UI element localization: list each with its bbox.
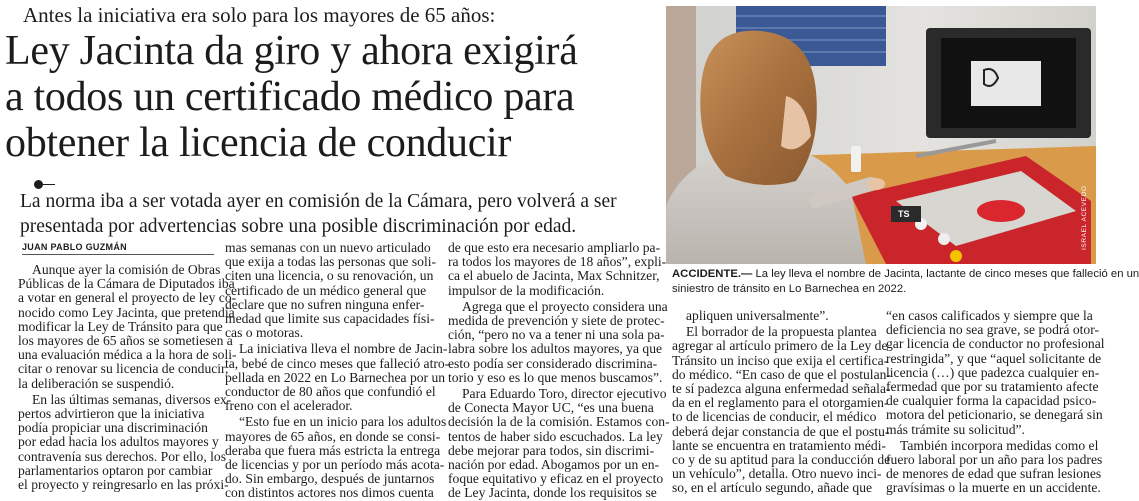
body-text-line: do médico. “En caso de que el postulan- <box>672 366 891 382</box>
body-text-line: una evaluación médica a la hora de soli- <box>18 347 237 363</box>
photo-caption <box>672 267 1139 297</box>
body-column-3 <box>448 240 670 501</box>
body-text-line: Públicas de la Cámara de Diputados iba <box>18 276 235 292</box>
body-text-line: nocido como Ley Jacinta, que pretendía <box>18 304 235 320</box>
body-text-line: labra sobre los adultos mayores, ya que <box>448 341 663 357</box>
body-text-line: el proyecto y reingresarlo en las próxi- <box>18 477 229 493</box>
body-text-line: medad que limite sus capacidades físi- <box>225 311 435 327</box>
body-text-line: con distintos actores nos dimos cuenta <box>225 485 434 501</box>
body-text-line: te sí padezca alguna enfermedad señala- <box>672 381 891 397</box>
body-text-line: apliquen universalmente”. <box>686 308 829 323</box>
news-photo <box>666 6 1096 264</box>
body-text-line: fermedad que por su tratamiento afecte <box>886 379 1099 395</box>
body-text-line: tentos de haber sido escuchados. La ley <box>448 428 663 444</box>
body-text-line: decisión la de la comisión. Estamos con- <box>448 414 670 430</box>
caption-line <box>672 267 1139 282</box>
body-text-line: ra todos los mayores de 18 años”, expli- <box>448 254 667 270</box>
body-text-line: certificado de un médico general que <box>225 282 427 298</box>
body-text-line: mayores de 65 años, en donde se consi- <box>225 428 441 444</box>
body-column-2 <box>225 240 450 501</box>
body-text-line: deberá dejar constancia de que el postu- <box>672 423 890 439</box>
body-text-line: En las últimas semanas, diversos ex- <box>32 391 232 407</box>
body-text-line: conductor de 80 años que confundió el <box>225 384 436 400</box>
deck-line: La norma iba a ser votada ayer en comisión de la Cámara, pero volverá a ser <box>20 191 617 212</box>
body-text-line: los mayores de 65 años se sometiesen a <box>18 333 233 349</box>
deck <box>20 189 660 239</box>
body-text-line: freno con el acelerador. <box>225 398 353 414</box>
body-text-line: declare que no sufren ninguna enfer- <box>225 296 425 312</box>
caption-label: ACCIDENTE.— <box>672 268 753 280</box>
body-text-line: de menores de edad que sufran lesiones <box>886 466 1102 482</box>
body-text-line: impulsor de la modificación. <box>448 282 605 298</box>
body-text-line: por edad hacia los adultos mayores y <box>18 434 219 450</box>
body-text-line: “Esto fue en un inicio para los adultos <box>239 414 447 430</box>
body-text-line: de que esto era necesario ampliarlo pa- <box>448 240 661 255</box>
body-text-line: co y de su aptitud para la conducción de <box>672 452 891 468</box>
body-text-line: citen una licencia, o su renovación, un <box>225 268 434 284</box>
body-text-line: mas semanas con un nuevo articulado <box>225 240 431 255</box>
body-text-line: de licencias y por un período más acota- <box>225 457 445 473</box>
body-text-line: deficiencia no sea grave, se podrá otor- <box>886 322 1099 338</box>
body-text-line: Para Eduardo Toro, director ejecutivo <box>462 386 667 402</box>
body-text-line: so, en el artículo segundo, añade que <box>672 480 873 496</box>
body-text-line: ta, bebé de cinco meses que falleció atro- <box>225 355 450 371</box>
body-text-line: de Ley Jacinta, donde los requisitos se <box>448 485 657 501</box>
byline-rule <box>22 254 214 255</box>
body-text-line: También incorpora medidas como el <box>900 437 1099 453</box>
body-column-4 <box>672 308 891 496</box>
body-text-line: medida de prevención y siete de protec- <box>448 313 665 329</box>
body-text-line: pertos advirtieron que la iniciativa <box>18 406 205 422</box>
headline-line: obtener la licencia de conducir <box>5 120 512 166</box>
body-text-line: de Conecta Mayor UC, “es una buena <box>448 400 654 416</box>
byline: JUAN PABLO GUZMÁN <box>22 242 127 252</box>
body-text-line: a votar en general el proyecto de ley co- <box>18 290 237 306</box>
body-text-line: foque equitativo y eficaz en el proyecto <box>448 471 664 487</box>
body-text-line: fuero laboral por un año para los padres <box>886 452 1103 468</box>
body-text-line: debe mejorar para todos, sin discrimi- <box>448 442 655 458</box>
body-text-line: cas o motoras. <box>225 325 304 341</box>
body-text-line: agregar al artículo primero de la Ley de <box>672 338 888 354</box>
body-column-1 <box>18 262 237 493</box>
body-text-line: “en casos calificados y siempre que la <box>886 308 1093 323</box>
body-text-line: nación por edad. Abogamos por un en- <box>448 457 660 473</box>
body-text-line: más trámite su solicitud”. <box>886 421 1025 437</box>
body-text-line: El borrador de la propuesta plantea <box>686 324 877 340</box>
deck-line: presentada por advertencias sobre una posible discriminación por edad. <box>20 216 577 237</box>
body-text-line: pellada en 2022 en Lo Barnechea por un <box>225 369 446 385</box>
deck-rule <box>43 184 55 185</box>
device-brand: TS <box>898 209 910 219</box>
body-text-line: Tránsito un inciso que exija el certifica- <box>672 352 889 368</box>
body-text-line: licencia (…) que padezca cualquier en- <box>886 364 1100 380</box>
body-column-5 <box>886 308 1105 496</box>
body-text-line: contravenía sus derechos. Por ello, los <box>18 448 227 464</box>
body-text-line: de cualquier forma la capacidad psico- <box>886 393 1097 409</box>
headline <box>5 28 655 166</box>
body-text-line: Aunque ayer la comisión de Obras <box>32 262 221 277</box>
headline-line: a todos un certificado médico para <box>5 74 575 120</box>
body-text-line: gravísimas o la muerte en un accidente. <box>886 480 1101 496</box>
body-text-line: lante se encuentra en tratamiento médi- <box>672 437 887 453</box>
body-text-line: podía propiciar una discriminación <box>18 420 208 436</box>
caption-text: La ley lleva el nombre de Jacinta, lactante de cinco meses que falleció en un <box>755 268 1139 280</box>
body-text-line: deraba que fuera más estricta la entrega <box>225 442 441 458</box>
body-text-line: parlamentarios optaron por cambiar <box>18 462 213 478</box>
body-text-line: esto podía ser considerado discrimina- <box>448 355 658 371</box>
body-text-line: ción, “pero no va a tener ni una sola pa- <box>448 327 665 343</box>
body-text-line: la deliberación se suspendió. <box>18 375 175 391</box>
body-text-line: restringida”, y que “aquel solicitante de <box>886 350 1102 366</box>
body-text-line: da en el reglamento para el otorgamien- <box>672 395 889 411</box>
body-text-line: to de licencias de conducir, el médico <box>672 409 877 425</box>
body-text-line: que exija a todas las personas que soli- <box>225 254 437 270</box>
headline-line: Ley Jacinta da giro y ahora exigirá <box>5 28 578 74</box>
kicker: Antes la iniciativa era solo para los mayores de 65 años: <box>23 3 496 27</box>
body-text-line: gar licencia de conductor no profesional <box>886 336 1105 352</box>
body-text-line: La iniciativa lleva el nombre de Jacin- <box>239 341 448 357</box>
body-text-line: citar o renovar su licencia de conducir, <box>18 361 229 377</box>
body-text-line: do. Sin embargo, después de juntarnos <box>225 471 435 487</box>
photo-illustration <box>666 6 1096 264</box>
body-text-line: motora del peticionario, se denegará sin <box>886 407 1103 423</box>
caption-line: siniestro de tránsito en Lo Barnechea en 2022. <box>672 283 907 295</box>
body-text-line: torio y eso es lo que menos buscamos”. <box>448 369 663 385</box>
body-text-line: Agrega que el proyecto considera una <box>462 298 668 314</box>
body-text-line: un vehículo”, detalla. Otro nuevo inci- <box>672 466 882 482</box>
photo-credit: ISRAEL ACEVEDO <box>1081 185 1088 250</box>
body-text-line: ca el abuelo de Jacinta, Max Schnitzer, <box>448 268 660 284</box>
deck-bullet <box>34 180 43 189</box>
body-text-line: modificar la Ley de Tránsito para que <box>18 318 223 334</box>
